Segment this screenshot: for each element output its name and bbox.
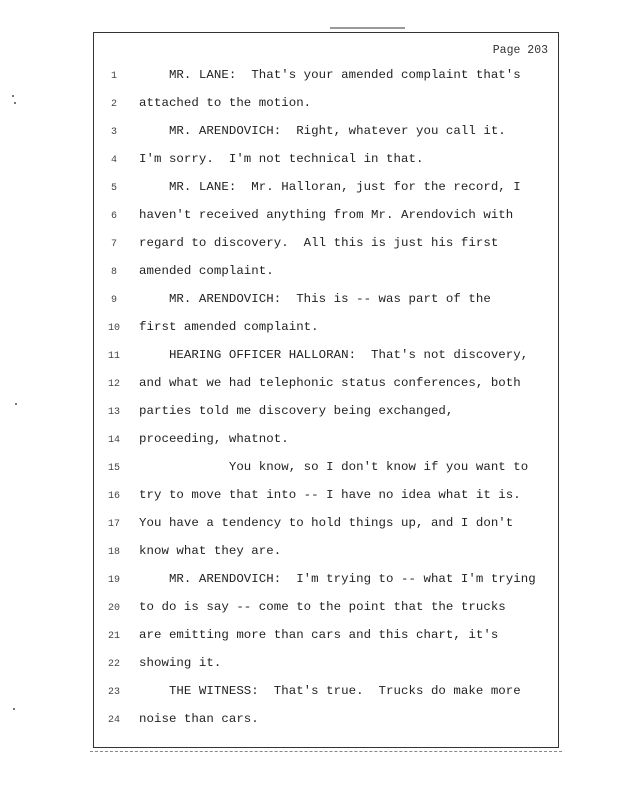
line-text: You know, so I don't know if you want to: [139, 460, 529, 474]
transcript-line: [94, 263, 558, 291]
transcript-line: [94, 151, 558, 179]
transcript-line: [94, 627, 558, 655]
transcript-line: [94, 123, 558, 151]
scan-speck: [12, 95, 14, 97]
line-text: are emitting more than cars and this chart, it's: [139, 628, 499, 642]
line-text: noise than cars.: [139, 712, 259, 726]
line-text: HEARING OFFICER HALLORAN: That's not discovery,: [139, 348, 529, 362]
line-text: and what we had telephonic status conferences, both: [139, 376, 521, 390]
line-text: know what they are.: [139, 544, 282, 558]
scan-speck: [15, 403, 17, 405]
line-text: amended complaint.: [139, 264, 274, 278]
line-number: 7: [110, 239, 117, 250]
transcript-line: [94, 67, 558, 95]
scan-speck: [13, 708, 15, 710]
transcript-line: [94, 571, 558, 599]
line-number: 17: [107, 519, 120, 530]
line-number: 8: [110, 267, 117, 278]
line-number: 5: [110, 183, 117, 194]
line-number: 22: [107, 659, 120, 670]
line-text: parties told me discovery being exchanged,: [139, 404, 454, 418]
line-text: showing it.: [139, 656, 222, 670]
transcript-line: [94, 711, 558, 739]
line-number: 13: [107, 407, 120, 418]
transcript-page: [93, 32, 559, 748]
transcript-line: [94, 599, 558, 627]
line-number: 3: [110, 127, 117, 138]
line-text: I'm sorry. I'm not technical in that.: [139, 152, 424, 166]
line-number: 20: [107, 603, 120, 614]
transcript-line: [94, 683, 558, 711]
line-number: 18: [107, 547, 120, 558]
transcript-line: [94, 347, 558, 375]
line-number: 12: [107, 379, 120, 390]
transcript-line: [94, 235, 558, 263]
line-number: 14: [107, 435, 120, 446]
line-text: THE WITNESS: That's true. Trucks do make more: [139, 684, 521, 698]
line-text: attached to the motion.: [139, 96, 312, 110]
transcript-line: [94, 459, 558, 487]
transcript-line: [94, 95, 558, 123]
transcript-line: [94, 515, 558, 543]
transcript-line: [94, 655, 558, 683]
line-text: MR. ARENDOVICH: Right, whatever you call it.: [139, 124, 506, 138]
transcript-line: [94, 543, 558, 571]
scan-artifact-top: [330, 27, 405, 29]
line-number: 1: [110, 71, 117, 82]
transcript-line: [94, 431, 558, 459]
line-number: 10: [107, 323, 120, 334]
line-text: You have a tendency to hold things up, and I don't: [139, 516, 514, 530]
transcript-line: [94, 207, 558, 235]
line-number: 19: [107, 575, 120, 586]
page-number: Page 203: [492, 44, 548, 57]
line-text: MR. LANE: That's your amended complaint that's: [139, 68, 521, 82]
line-number: 15: [107, 463, 120, 474]
transcript-line: [94, 375, 558, 403]
line-number: 4: [110, 155, 117, 166]
line-text: first amended complaint.: [139, 320, 319, 334]
transcript-line: [94, 487, 558, 515]
transcript-lines: [94, 67, 558, 739]
line-number: 9: [110, 295, 117, 306]
line-text: proceeding, whatnot.: [139, 432, 289, 446]
line-text: MR. ARENDOVICH: This is -- was part of the: [139, 292, 491, 306]
transcript-line: [94, 319, 558, 347]
transcript-line: [94, 291, 558, 319]
transcript-line: [94, 179, 558, 207]
scan-artifact-bottom: [90, 751, 562, 754]
line-text: regard to discovery. All this is just his first: [139, 236, 499, 250]
transcript-line: [94, 403, 558, 431]
line-number: 6: [110, 211, 117, 222]
line-number: 23: [107, 687, 120, 698]
line-number: 24: [107, 715, 120, 726]
scan-speck: [14, 102, 16, 104]
line-text: haven't received anything from Mr. Arendovich with: [139, 208, 514, 222]
line-text: MR. LANE: Mr. Halloran, just for the record, I: [139, 180, 521, 194]
line-text: try to move that into -- I have no idea what it is.: [139, 488, 521, 502]
line-text: to do is say -- come to the point that the trucks: [139, 600, 506, 614]
line-text: MR. ARENDOVICH: I'm trying to -- what I'm trying: [139, 572, 536, 586]
line-number: 16: [107, 491, 120, 502]
line-number: 21: [107, 631, 120, 642]
line-number: 11: [107, 351, 120, 362]
line-number: 2: [110, 99, 117, 110]
